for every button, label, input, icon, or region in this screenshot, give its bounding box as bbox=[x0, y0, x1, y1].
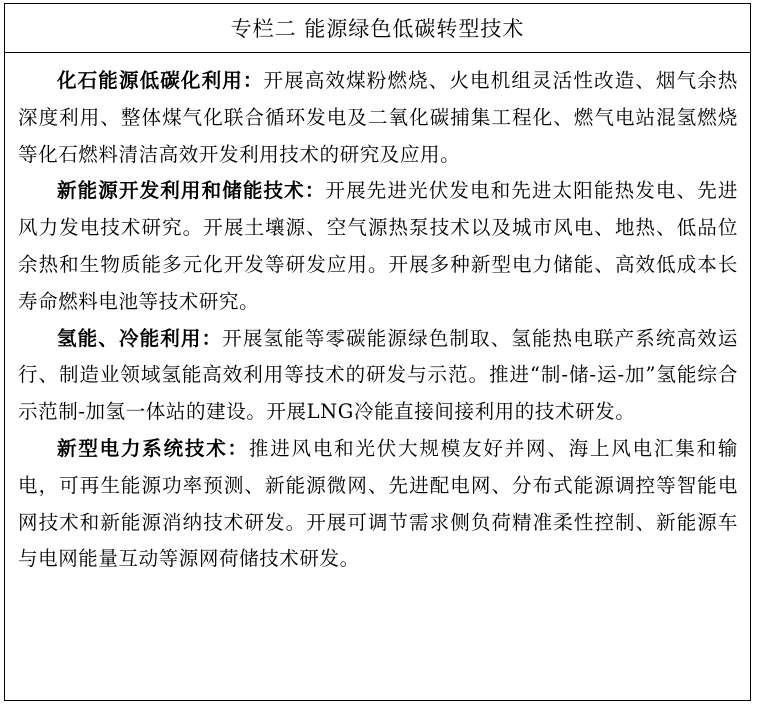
section-fossil-energy bbox=[18, 63, 738, 173]
special-column-box bbox=[4, 3, 751, 701]
section-text: 推进风电和光伏大规模友好并网、海上风电汇集和输电，可再生能源功率预测、新能源微网、先进配电网、分布式能源调控等智能电网技术和新能源消纳技术研发。开展可调节需求侧负荷精准柔性控制、新能源车与电网能量互动等源网荷储技术研发。 bbox=[18, 436, 738, 571]
section-heading: 化石能源低碳化利用： bbox=[57, 69, 264, 92]
box-title: 专栏二 能源绿色低碳转型技术 bbox=[5, 4, 750, 53]
section-heading: 新型电力系统技术： bbox=[57, 436, 249, 460]
box-body bbox=[5, 53, 750, 578]
section-hydrogen-cold-energy bbox=[18, 321, 738, 431]
section-new-power-system bbox=[18, 431, 738, 578]
section-text: 开展高效煤粉燃烧、火电机组灵活性改造、烟气余热深度利用、整体煤气化联合循环发电及二氧化碳捕集工程化、燃气电站混氢燃烧等化石燃料清洁高效开发利用技术的研究及应用。 bbox=[18, 69, 738, 166]
section-new-energy-storage bbox=[18, 173, 738, 320]
section-heading: 新能源开发利用和储能技术： bbox=[57, 179, 326, 203]
section-text: 开展先进光伏发电和先进太阳能热发电、先进风力发电技术研究。开展土壤源、空气源热泵技术以及城市风电、地热、低品位余热和生物质能多元化开发等研发应用。开展多种新型电力储能、高效低成本长寿命燃料电池等技术研究。 bbox=[18, 179, 738, 313]
section-heading: 氢能、冷能利用： bbox=[57, 326, 223, 350]
section-text: 开展氢能等零碳能源绿色制取、氢能热电联产系统高效运行、制造业领域氢能高效利用等技术的研发与示范。推进“制-储-运-加”氢能综合示范制-加氢一体站的建设。开展LNG冷能直接间接利用的技术研发。 bbox=[18, 326, 738, 424]
